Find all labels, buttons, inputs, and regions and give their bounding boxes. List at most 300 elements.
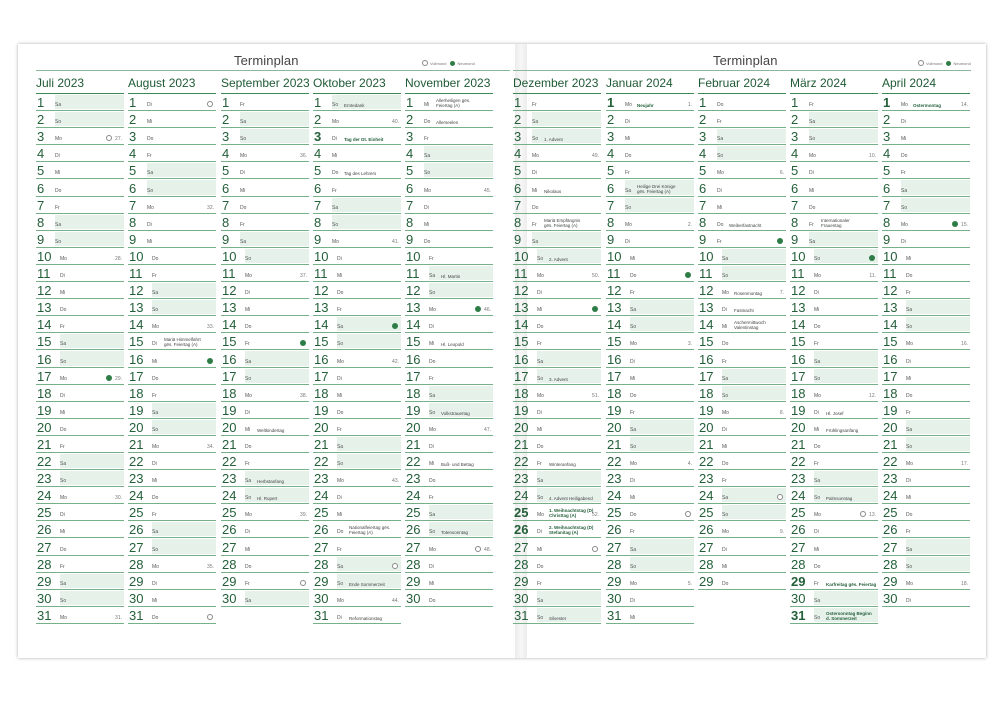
day-row[interactable]	[405, 197, 493, 214]
day-row[interactable]	[790, 402, 878, 419]
day-row[interactable]	[513, 350, 601, 367]
day-row[interactable]	[790, 265, 878, 282]
day-row[interactable]	[128, 368, 216, 385]
day-row[interactable]	[513, 111, 601, 128]
day-row[interactable]	[882, 538, 970, 555]
day-row[interactable]	[405, 385, 493, 402]
day-row[interactable]	[313, 487, 401, 504]
day-row[interactable]	[405, 179, 493, 196]
day-row[interactable]	[606, 197, 694, 214]
day-row[interactable]	[128, 487, 216, 504]
day-row[interactable]	[698, 316, 786, 333]
day-row[interactable]	[513, 470, 601, 487]
day-row[interactable]	[606, 214, 694, 231]
day-row[interactable]	[313, 333, 401, 350]
day-row[interactable]	[606, 556, 694, 573]
day-row[interactable]	[606, 419, 694, 436]
day-row[interactable]	[606, 333, 694, 350]
day-row[interactable]	[882, 214, 970, 231]
day-row[interactable]	[36, 350, 124, 367]
day-row[interactable]	[513, 453, 601, 470]
day-row[interactable]	[313, 504, 401, 521]
day-row[interactable]	[606, 590, 694, 607]
day-row[interactable]	[313, 179, 401, 196]
day-row[interactable]	[790, 231, 878, 248]
day-row[interactable]	[221, 521, 309, 538]
day-row[interactable]	[221, 162, 309, 179]
day-row[interactable]	[790, 385, 878, 402]
day-row[interactable]	[698, 470, 786, 487]
day-row[interactable]	[128, 231, 216, 248]
day-row[interactable]	[698, 282, 786, 299]
day-row[interactable]	[698, 538, 786, 555]
day-row[interactable]	[128, 385, 216, 402]
day-row[interactable]	[882, 145, 970, 162]
day-row[interactable]	[36, 402, 124, 419]
day-row[interactable]	[313, 145, 401, 162]
day-row[interactable]	[221, 402, 309, 419]
day-row[interactable]	[698, 265, 786, 282]
day-row[interactable]	[128, 111, 216, 128]
day-row[interactable]	[790, 350, 878, 367]
day-row[interactable]	[698, 333, 786, 350]
day-row[interactable]	[513, 521, 601, 538]
day-row[interactable]	[882, 573, 970, 590]
day-row[interactable]	[405, 504, 493, 521]
day-row[interactable]	[790, 436, 878, 453]
day-row[interactable]	[313, 350, 401, 367]
day-row[interactable]	[128, 436, 216, 453]
day-row[interactable]	[221, 111, 309, 128]
day-row[interactable]	[313, 316, 401, 333]
day-row[interactable]	[313, 538, 401, 555]
day-row[interactable]	[790, 282, 878, 299]
day-row[interactable]	[882, 179, 970, 196]
day-row[interactable]	[36, 111, 124, 128]
day-row[interactable]	[36, 590, 124, 607]
day-row[interactable]	[128, 333, 216, 350]
day-row[interactable]	[36, 316, 124, 333]
day-row[interactable]	[882, 111, 970, 128]
day-row[interactable]	[128, 94, 216, 111]
day-row[interactable]	[790, 590, 878, 607]
day-row[interactable]	[128, 521, 216, 538]
day-row[interactable]	[606, 316, 694, 333]
day-row[interactable]	[513, 556, 601, 573]
day-row[interactable]	[36, 128, 124, 145]
day-row[interactable]	[128, 162, 216, 179]
day-row[interactable]	[36, 368, 124, 385]
day-row[interactable]	[128, 282, 216, 299]
day-row[interactable]	[790, 521, 878, 538]
day-row[interactable]	[513, 214, 601, 231]
day-row[interactable]	[790, 453, 878, 470]
day-row[interactable]	[513, 197, 601, 214]
day-row[interactable]	[698, 145, 786, 162]
day-row[interactable]	[882, 556, 970, 573]
day-row[interactable]	[36, 385, 124, 402]
day-row[interactable]	[606, 299, 694, 316]
day-row[interactable]	[606, 504, 694, 521]
day-row[interactable]	[698, 419, 786, 436]
day-row[interactable]	[313, 265, 401, 282]
day-row[interactable]	[790, 538, 878, 555]
day-row[interactable]	[606, 350, 694, 367]
day-row[interactable]	[513, 504, 601, 521]
day-row[interactable]	[405, 128, 493, 145]
day-row[interactable]	[882, 350, 970, 367]
day-row[interactable]	[36, 504, 124, 521]
day-row[interactable]	[36, 607, 124, 624]
day-row[interactable]	[513, 590, 601, 607]
day-row[interactable]	[790, 607, 878, 624]
day-row[interactable]	[698, 521, 786, 538]
day-row[interactable]	[313, 470, 401, 487]
day-row[interactable]	[221, 504, 309, 521]
day-row[interactable]	[882, 487, 970, 504]
day-row[interactable]	[606, 521, 694, 538]
day-row[interactable]	[36, 470, 124, 487]
day-row[interactable]	[882, 265, 970, 282]
day-row[interactable]	[128, 299, 216, 316]
day-row[interactable]	[128, 556, 216, 573]
day-row[interactable]	[513, 368, 601, 385]
day-row[interactable]	[882, 94, 970, 111]
day-row[interactable]	[698, 248, 786, 265]
day-row[interactable]	[405, 231, 493, 248]
day-row[interactable]	[221, 248, 309, 265]
day-row[interactable]	[606, 248, 694, 265]
day-row[interactable]	[313, 590, 401, 607]
day-row[interactable]	[36, 573, 124, 590]
day-row[interactable]	[790, 470, 878, 487]
day-row[interactable]	[221, 556, 309, 573]
day-row[interactable]	[405, 590, 493, 607]
day-row[interactable]	[313, 282, 401, 299]
day-row[interactable]	[313, 299, 401, 316]
day-row[interactable]	[790, 368, 878, 385]
day-row[interactable]	[221, 94, 309, 111]
day-row[interactable]	[221, 197, 309, 214]
day-row[interactable]	[221, 538, 309, 555]
day-row[interactable]	[790, 145, 878, 162]
day-row[interactable]	[36, 453, 124, 470]
day-row[interactable]	[128, 470, 216, 487]
day-row[interactable]	[405, 573, 493, 590]
day-row[interactable]	[698, 179, 786, 196]
day-row[interactable]	[36, 333, 124, 350]
day-row[interactable]	[513, 265, 601, 282]
day-row[interactable]	[790, 487, 878, 504]
day-row[interactable]	[128, 248, 216, 265]
day-row[interactable]	[221, 385, 309, 402]
day-row[interactable]	[313, 556, 401, 573]
day-row[interactable]	[513, 385, 601, 402]
day-row[interactable]	[128, 179, 216, 196]
day-row[interactable]	[36, 145, 124, 162]
day-row[interactable]	[882, 282, 970, 299]
day-row[interactable]	[790, 333, 878, 350]
day-row[interactable]	[606, 607, 694, 624]
day-row[interactable]	[882, 248, 970, 265]
day-row[interactable]	[882, 162, 970, 179]
day-row[interactable]	[405, 111, 493, 128]
day-row[interactable]	[128, 419, 216, 436]
day-row[interactable]	[405, 521, 493, 538]
day-row[interactable]	[698, 111, 786, 128]
day-row[interactable]	[221, 145, 309, 162]
day-row[interactable]	[128, 573, 216, 590]
day-row[interactable]	[36, 248, 124, 265]
day-row[interactable]	[221, 128, 309, 145]
day-row[interactable]	[882, 453, 970, 470]
day-row[interactable]	[790, 214, 878, 231]
day-row[interactable]	[790, 111, 878, 128]
day-row[interactable]	[790, 504, 878, 521]
day-row[interactable]	[405, 538, 493, 555]
day-row[interactable]	[513, 538, 601, 555]
day-row[interactable]	[606, 436, 694, 453]
day-row[interactable]	[221, 179, 309, 196]
day-row[interactable]	[36, 94, 124, 111]
day-row[interactable]	[36, 265, 124, 282]
day-row[interactable]	[405, 436, 493, 453]
day-row[interactable]	[698, 368, 786, 385]
day-row[interactable]	[698, 128, 786, 145]
day-row[interactable]	[221, 333, 309, 350]
day-row[interactable]	[405, 248, 493, 265]
day-row[interactable]	[790, 197, 878, 214]
day-row[interactable]	[513, 282, 601, 299]
day-row[interactable]	[606, 231, 694, 248]
day-row[interactable]	[221, 436, 309, 453]
day-row[interactable]	[313, 573, 401, 590]
day-row[interactable]	[36, 538, 124, 555]
day-row[interactable]	[313, 197, 401, 214]
day-row[interactable]	[790, 316, 878, 333]
day-row[interactable]	[513, 436, 601, 453]
day-row[interactable]	[882, 197, 970, 214]
day-row[interactable]	[221, 590, 309, 607]
day-row[interactable]	[606, 453, 694, 470]
day-row[interactable]	[128, 214, 216, 231]
day-row[interactable]	[513, 128, 601, 145]
day-row[interactable]	[405, 316, 493, 333]
day-row[interactable]	[882, 504, 970, 521]
day-row[interactable]	[513, 299, 601, 316]
day-row[interactable]	[882, 333, 970, 350]
day-row[interactable]	[36, 231, 124, 248]
day-row[interactable]	[405, 402, 493, 419]
day-row[interactable]	[405, 487, 493, 504]
day-row[interactable]	[606, 385, 694, 402]
day-row[interactable]	[221, 316, 309, 333]
day-row[interactable]	[405, 265, 493, 282]
day-row[interactable]	[313, 385, 401, 402]
day-row[interactable]	[405, 299, 493, 316]
day-row[interactable]	[405, 145, 493, 162]
day-row[interactable]	[36, 521, 124, 538]
day-row[interactable]	[405, 419, 493, 436]
day-row[interactable]	[606, 368, 694, 385]
day-row[interactable]	[405, 470, 493, 487]
day-row[interactable]	[313, 214, 401, 231]
day-row[interactable]	[405, 453, 493, 470]
day-row[interactable]	[698, 197, 786, 214]
day-row[interactable]	[36, 162, 124, 179]
day-row[interactable]	[36, 436, 124, 453]
day-row[interactable]	[128, 607, 216, 624]
day-row[interactable]	[882, 419, 970, 436]
day-row[interactable]	[606, 145, 694, 162]
day-row[interactable]	[698, 231, 786, 248]
day-row[interactable]	[513, 316, 601, 333]
day-row[interactable]	[882, 521, 970, 538]
day-row[interactable]	[698, 214, 786, 231]
day-row[interactable]	[405, 282, 493, 299]
day-row[interactable]	[513, 248, 601, 265]
day-row[interactable]	[606, 573, 694, 590]
day-row[interactable]	[36, 487, 124, 504]
day-row[interactable]	[698, 573, 786, 590]
day-row[interactable]	[513, 231, 601, 248]
day-row[interactable]	[882, 470, 970, 487]
day-row[interactable]	[36, 556, 124, 573]
day-row[interactable]	[513, 179, 601, 196]
day-row[interactable]	[882, 590, 970, 607]
day-row[interactable]	[513, 573, 601, 590]
day-row[interactable]	[882, 231, 970, 248]
day-row[interactable]	[698, 453, 786, 470]
day-row[interactable]	[606, 402, 694, 419]
day-row[interactable]	[313, 111, 401, 128]
day-row[interactable]	[882, 299, 970, 316]
day-row[interactable]	[313, 402, 401, 419]
day-row[interactable]	[513, 487, 601, 504]
day-row[interactable]	[882, 436, 970, 453]
day-row[interactable]	[313, 453, 401, 470]
day-row[interactable]	[698, 385, 786, 402]
day-row[interactable]	[221, 419, 309, 436]
day-row[interactable]	[221, 487, 309, 504]
day-row[interactable]	[128, 504, 216, 521]
day-row[interactable]	[313, 94, 401, 111]
day-row[interactable]	[606, 487, 694, 504]
day-row[interactable]	[790, 94, 878, 111]
day-row[interactable]	[698, 436, 786, 453]
day-row[interactable]	[405, 368, 493, 385]
day-row[interactable]	[405, 94, 493, 111]
day-row[interactable]	[221, 368, 309, 385]
day-row[interactable]	[606, 265, 694, 282]
day-row[interactable]	[221, 231, 309, 248]
day-row[interactable]	[313, 368, 401, 385]
day-row[interactable]	[698, 299, 786, 316]
day-row[interactable]	[128, 590, 216, 607]
day-row[interactable]	[882, 128, 970, 145]
day-row[interactable]	[790, 556, 878, 573]
day-row[interactable]	[698, 94, 786, 111]
day-row[interactable]	[221, 470, 309, 487]
day-row[interactable]	[513, 94, 601, 111]
day-row[interactable]	[313, 436, 401, 453]
day-row[interactable]	[882, 316, 970, 333]
day-row[interactable]	[513, 402, 601, 419]
day-row[interactable]	[221, 214, 309, 231]
day-row[interactable]	[128, 145, 216, 162]
day-row[interactable]	[128, 453, 216, 470]
day-row[interactable]	[128, 538, 216, 555]
day-row[interactable]	[405, 333, 493, 350]
day-row[interactable]	[698, 487, 786, 504]
day-row[interactable]	[36, 214, 124, 231]
day-row[interactable]	[606, 111, 694, 128]
day-row[interactable]	[606, 470, 694, 487]
day-row[interactable]	[790, 162, 878, 179]
day-row[interactable]	[313, 162, 401, 179]
day-row[interactable]	[698, 556, 786, 573]
day-row[interactable]	[128, 128, 216, 145]
day-row[interactable]	[513, 162, 601, 179]
day-row[interactable]	[36, 299, 124, 316]
day-row[interactable]	[128, 197, 216, 214]
day-row[interactable]	[606, 538, 694, 555]
day-row[interactable]	[36, 179, 124, 196]
day-row[interactable]	[313, 248, 401, 265]
day-row[interactable]	[698, 504, 786, 521]
day-row[interactable]	[313, 128, 401, 145]
day-row[interactable]	[128, 350, 216, 367]
day-row[interactable]	[606, 128, 694, 145]
day-row[interactable]	[36, 197, 124, 214]
day-row[interactable]	[221, 453, 309, 470]
day-row[interactable]	[790, 248, 878, 265]
day-row[interactable]	[513, 419, 601, 436]
day-row[interactable]	[790, 573, 878, 590]
day-row[interactable]	[36, 419, 124, 436]
day-row[interactable]	[313, 231, 401, 248]
day-row[interactable]	[513, 145, 601, 162]
day-row[interactable]	[405, 162, 493, 179]
day-row[interactable]	[698, 402, 786, 419]
day-row[interactable]	[698, 350, 786, 367]
day-row[interactable]	[606, 179, 694, 196]
day-row[interactable]	[221, 282, 309, 299]
day-row[interactable]	[790, 179, 878, 196]
day-row[interactable]	[405, 556, 493, 573]
day-row[interactable]	[313, 607, 401, 624]
day-row[interactable]	[221, 350, 309, 367]
day-row[interactable]	[405, 350, 493, 367]
day-row[interactable]	[128, 402, 216, 419]
day-row[interactable]	[221, 299, 309, 316]
day-row[interactable]	[36, 282, 124, 299]
day-row[interactable]	[882, 368, 970, 385]
day-row[interactable]	[882, 385, 970, 402]
day-row[interactable]	[790, 299, 878, 316]
day-row[interactable]	[221, 265, 309, 282]
day-row[interactable]	[606, 282, 694, 299]
day-row[interactable]	[128, 265, 216, 282]
day-row[interactable]	[513, 607, 601, 624]
day-row[interactable]	[790, 128, 878, 145]
day-row[interactable]	[313, 521, 401, 538]
day-row[interactable]	[790, 419, 878, 436]
day-row[interactable]	[698, 162, 786, 179]
day-row[interactable]	[405, 214, 493, 231]
day-row[interactable]	[513, 333, 601, 350]
day-row[interactable]	[606, 162, 694, 179]
